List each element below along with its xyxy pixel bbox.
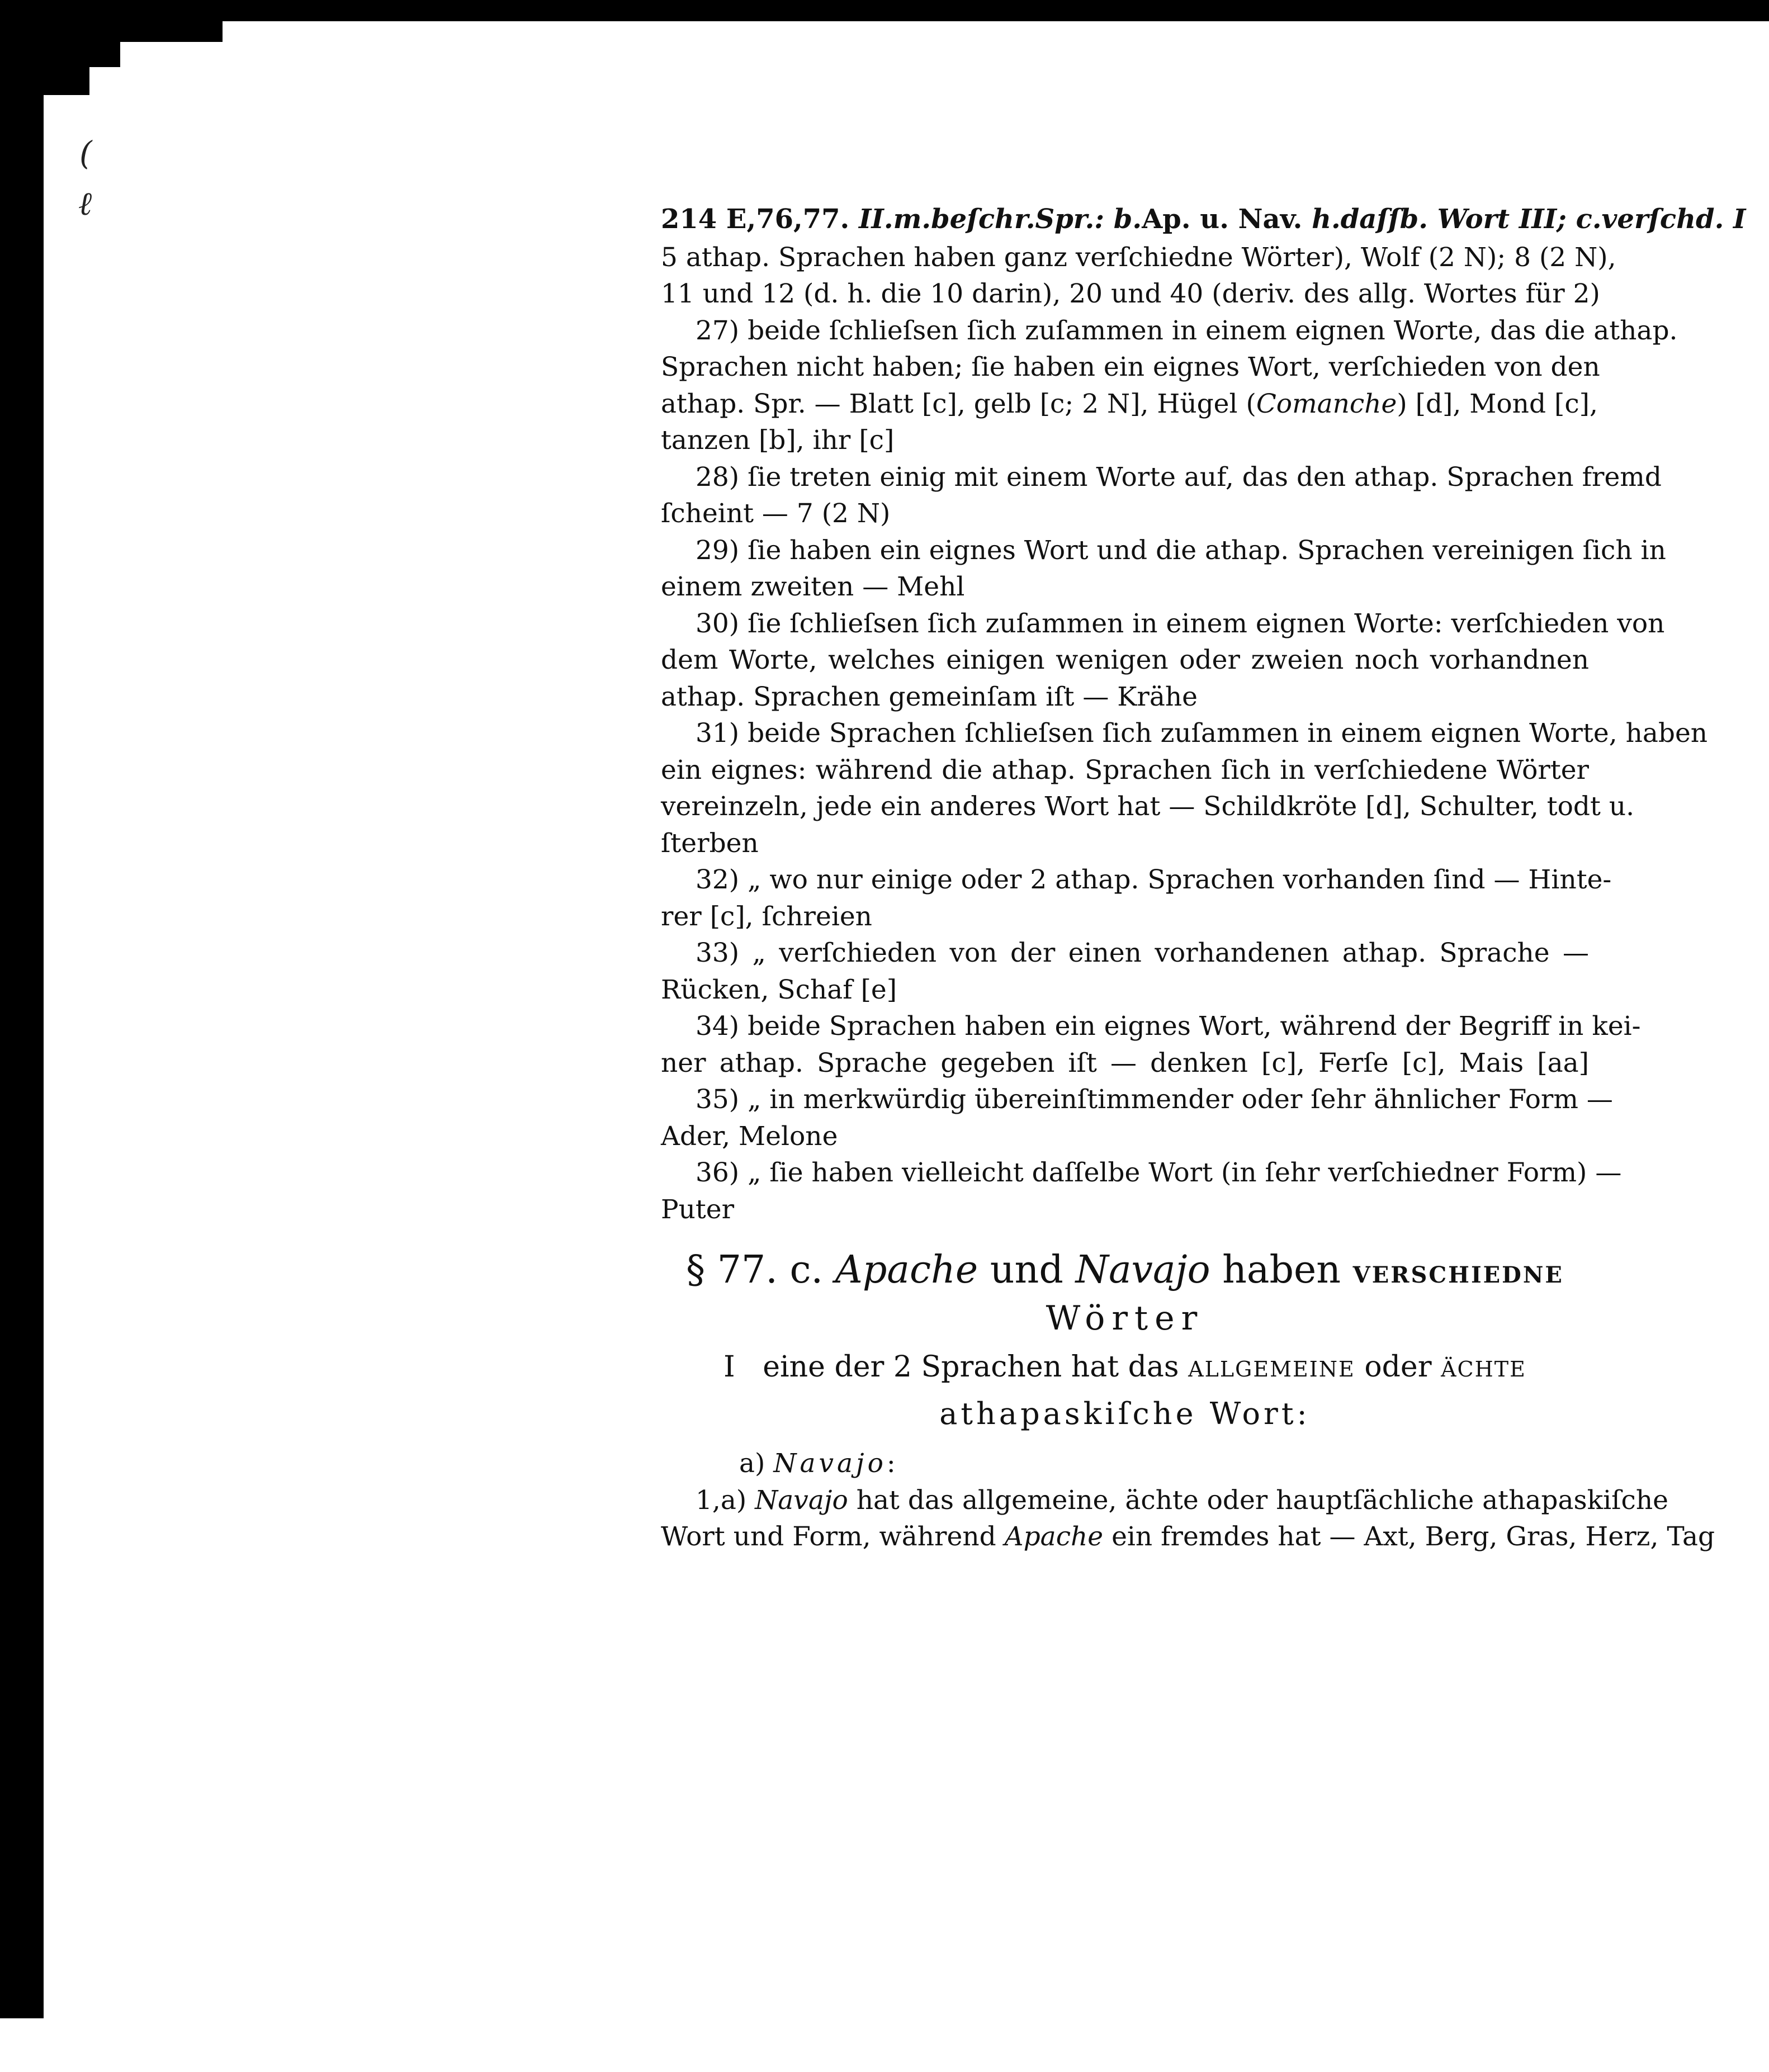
text-line: rer [c], ſchreien	[661, 901, 872, 932]
text-line: tanzen [b], ihr [c]	[661, 425, 895, 456]
section-heading	[661, 1248, 1589, 1298]
text-line: 11 und 12 (d. h. die 10 darin), 20 und 40 (deriv. des allg. Wortes für 2)	[661, 278, 1600, 309]
text-line: athap. Sprachen gemeinſam iſt — Krähe	[661, 681, 1198, 712]
entry-text: Wort und Form, während	[661, 1521, 996, 1552]
page-text	[661, 201, 1746, 1555]
bottom-page-band	[0, 2018, 1769, 2072]
text-line: 5 athap. Sprachen haben ganz verſchiedne Wörter), Wolf (2 N); 8 (2 N),	[661, 242, 1616, 273]
entry-navajo: Navajo	[755, 1484, 848, 1516]
subsection-a-label: a)	[739, 1448, 765, 1479]
text-line	[661, 1482, 1668, 1519]
text-line: 36) „ ſie haben vielleicht daſſelbe Wort (in ſehr verſchiedner Form) —	[696, 1157, 1622, 1188]
text-line: Puter	[661, 1194, 735, 1225]
page-number: 214	[661, 204, 717, 235]
section-heading-line2: Wörter	[1046, 1299, 1204, 1338]
text-line-start: athap. Spr. — Blatt [c], gelb [c; 2 N], Hügel (	[661, 388, 1256, 419]
text-line-end: ) [d], Mond [c],	[1397, 388, 1598, 419]
section-und: und	[990, 1248, 1063, 1292]
text-line: 35) „ in merkwürdig übereinſtimmender oder ſehr ähnlicher Form —	[696, 1084, 1613, 1115]
text-line: 29) ſie haben ein eignes Wort und die athap. Sprachen vereinigen ſich in	[696, 534, 1666, 566]
text-line	[661, 1518, 1715, 1555]
text-line: einem zweiten — Mehl	[661, 571, 965, 602]
text-line: ſcheint — 7 (2 N)	[661, 498, 891, 529]
text-line: 27) beide ſchlieſsen ſich zuſammen in einem eignen Worte, das die athap.	[696, 315, 1678, 346]
subsection-a	[661, 1445, 1589, 1482]
section-apache: Apache	[835, 1248, 978, 1292]
subsection-heading	[661, 1345, 1589, 1392]
running-title-end: h.daſſb. Wort III; c.verſchd. I	[1312, 204, 1746, 235]
text-line: 31) beide Sprachen ſchlieſsen ſich zuſammen in einem eignen Worte, haben	[696, 718, 1708, 749]
section-haben: haben	[1222, 1248, 1341, 1292]
subsection-oder: oder	[1364, 1350, 1432, 1384]
running-title-italic: II.m.beſchr.Spr.: b.	[858, 204, 1142, 235]
margin-mark: ℓ	[78, 185, 92, 223]
subsection-allgemeine: ALLGEMEINE	[1188, 1357, 1355, 1382]
running-header	[661, 201, 1746, 238]
entry-text: ein fremdes hat — Axt, Berg, Gras, Herz, Tag	[1111, 1521, 1715, 1552]
section-ref: E,76,77.	[726, 204, 850, 235]
text-line: ein eignes: während die athap. Sprachen ſich in verſchiedene Wörter	[661, 754, 1589, 786]
subsection-aechte: ÄCHTE	[1441, 1357, 1526, 1382]
subsection-number: I	[723, 1350, 735, 1384]
section-number: § 77. c.	[686, 1248, 824, 1292]
right-page-strip	[1724, 50, 1769, 2018]
text-line: Ader, Melone	[661, 1120, 838, 1152]
text-line: 30) ſie ſchlieſsen ſich zuſammen in einem eignen Worte: verſchieden von	[696, 608, 1665, 639]
entry-text: hat das allgemeine, ächte oder hauptſächliche athapaskiſche	[856, 1484, 1668, 1516]
subsection-text: eine der 2 Sprachen hat das	[763, 1350, 1179, 1384]
section-verschiedne: VERSCHIEDNE	[1352, 1262, 1564, 1288]
comanche-italic: Comanche	[1256, 388, 1397, 419]
entry-number: 1,a)	[696, 1484, 747, 1516]
text-line: Rücken, Schaf [e]	[661, 974, 897, 1005]
text-line: ner athap. Sprache gegeben iſt — denken [c], Ferſe [c], Mais [aa]	[661, 1047, 1589, 1078]
text-line: 32) „ wo nur einige oder 2 athap. Sprachen vorhanden ſind — Hinte-	[696, 864, 1612, 895]
text-line: vereinzeln, jede ein anderes Wort hat — Schildkröte [d], Schulter, todt u.	[661, 791, 1635, 822]
text-line: 33) „ verſchieden von der einen vorhandenen athap. Sprache —	[696, 938, 1589, 968]
margin-mark: (	[79, 134, 92, 172]
text-line: Sprachen nicht haben; ſie haben ein eignes Wort, verſchieden von den	[661, 352, 1600, 382]
text-line	[661, 386, 1598, 423]
subsection-heading-line2: athapaskiſche Wort:	[939, 1396, 1311, 1431]
subsection-a-name: Navajo	[773, 1448, 887, 1479]
text-line: dem Worte, welches einigen wenigen oder zweien noch vorhandnen	[661, 645, 1589, 675]
text-line: 34) beide Sprachen haben ein eignes Wort, während der Begriff in kei-	[696, 1011, 1641, 1042]
subsection-a-colon: :	[886, 1448, 896, 1479]
text-line: ſterben	[661, 827, 759, 859]
section-navajo: Navajo	[1075, 1248, 1210, 1292]
running-title-mid: Ap. u. Nav.	[1142, 204, 1303, 235]
text-line: 28) ſie treten einig mit einem Worte auf, das den athap. Sprachen fremd	[696, 461, 1662, 493]
entry-apache: Apache	[1004, 1521, 1104, 1552]
